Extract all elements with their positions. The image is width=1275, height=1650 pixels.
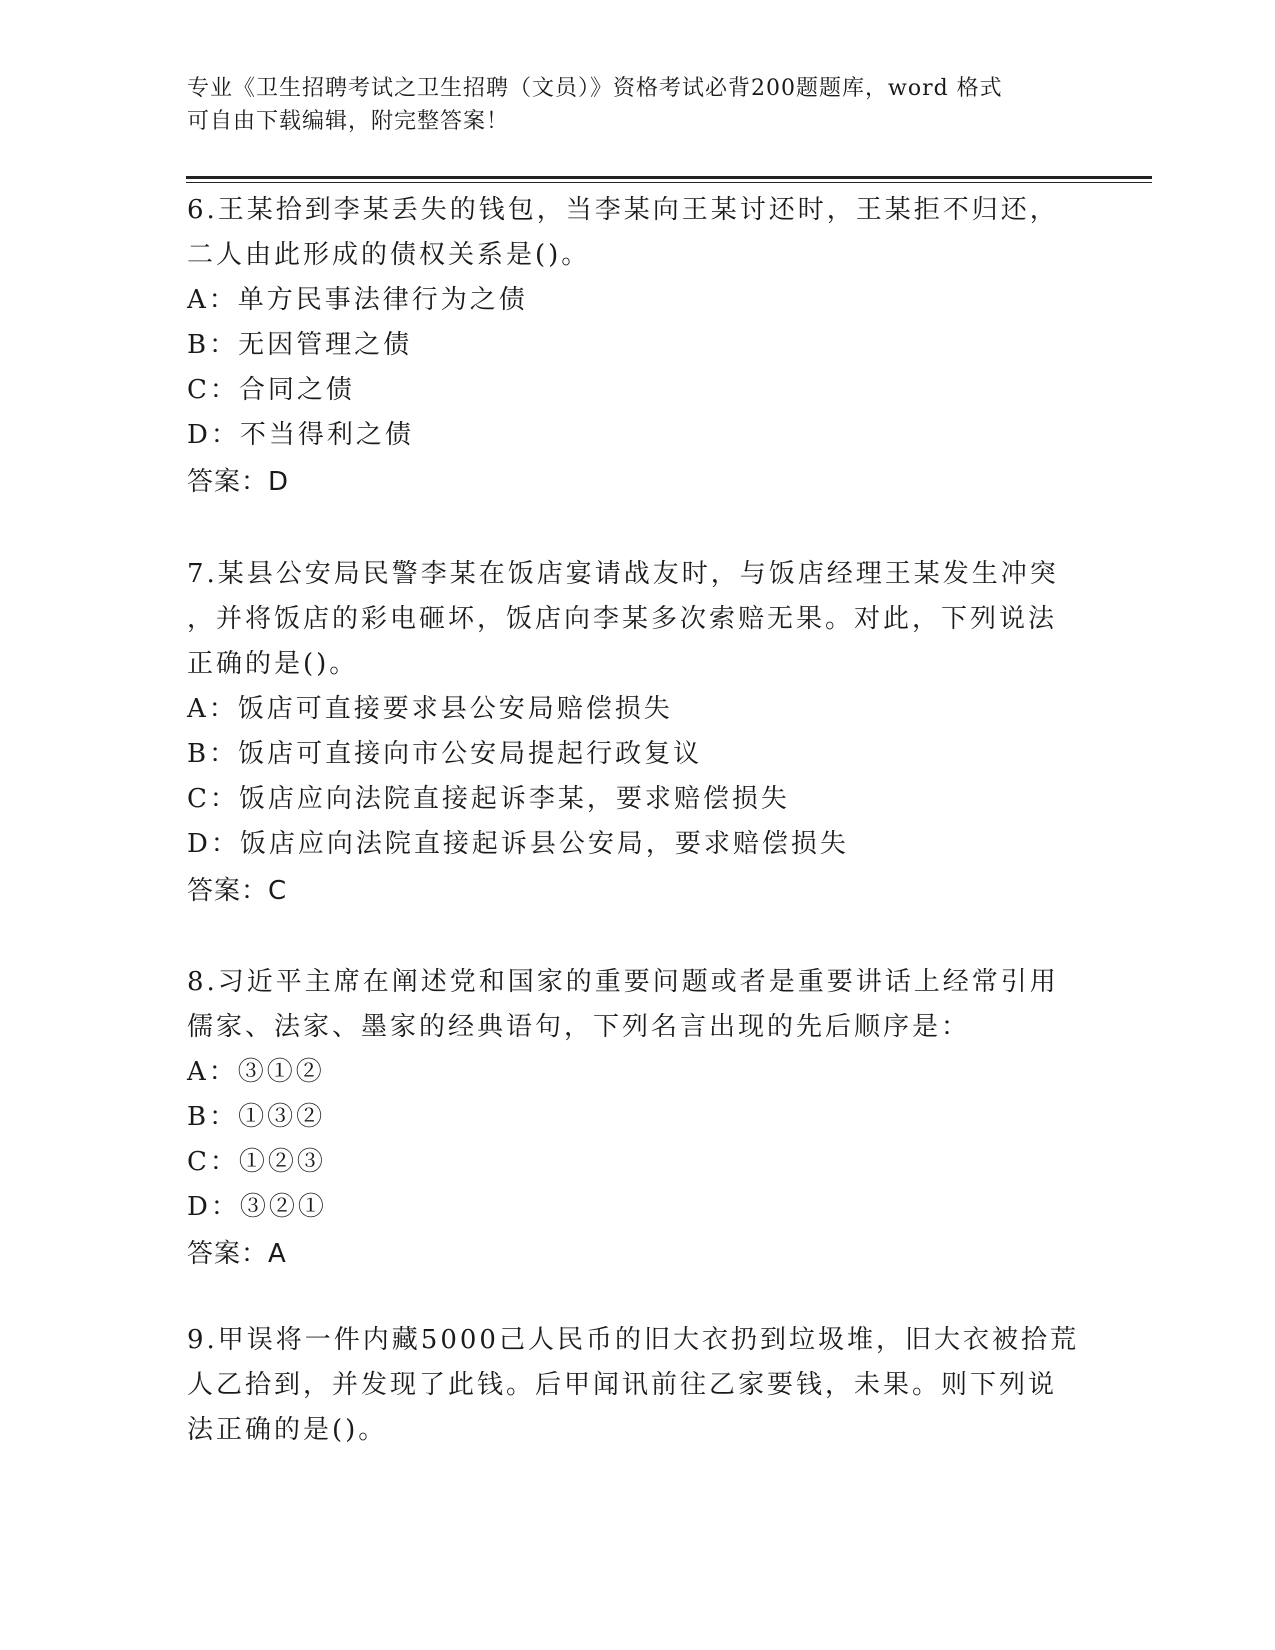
option-a: A：单方民事法律行为之债 [187, 285, 528, 315]
stem-line: 二人由此形成的债权关系是()。 [187, 240, 591, 270]
stem-line: 人乙拾到，并发现了此钱。后甲闻讯前往乙家要钱，未果。则下列说 [187, 1370, 1058, 1400]
option-c: C：①②③ [187, 1147, 326, 1177]
stem-line: 9.甲误将一件内藏5000己人民币的旧大衣扔到垃圾堆，旧大衣被拾荒 [187, 1325, 1079, 1355]
question-8 [187, 960, 1087, 1277]
option-b: B：饭店可直接向市公安局提起行政复议 [187, 739, 703, 769]
header-line-2: 可自由下载编辑，附完整答案！ [187, 109, 510, 134]
header-line-1: 专业《卫生招聘考试之卫生招聘（文员）》资格考试必背200题题库，word 格式 [187, 76, 1003, 101]
answer-label: 答案：D [187, 467, 290, 497]
option-d: D：不当得利之债 [187, 420, 414, 450]
question-7 [187, 552, 1087, 914]
stem-line: 儒家、法家、墨家的经典语句，下列名言出现的先后顺序是： [187, 1012, 971, 1042]
option-b: B：①③② [187, 1102, 326, 1132]
stem-line: 法正确的是()。 [187, 1415, 388, 1445]
question-stem [187, 1318, 1087, 1453]
option-a: A：饭店可直接要求县公安局赔偿损失 [187, 694, 673, 724]
question-stem [187, 552, 1087, 687]
document-header [187, 72, 1067, 138]
option-c: C：饭店应向法院直接起诉李某，要求赔偿损失 [187, 784, 790, 814]
option-d: D：③②① [187, 1192, 327, 1222]
question-9 [187, 1318, 1087, 1453]
stem-line: 8.习近平主席在阐述党和国家的重要问题或者是重要讲话上经常引用 [187, 967, 1059, 997]
answer-label: 答案：A [187, 1239, 287, 1269]
stem-line: 7.某县公安局民警李某在饭店宴请战友时，与饭店经理王某发生冲突 [187, 559, 1059, 589]
option-a: A：③①② [187, 1057, 325, 1087]
question-stem [187, 188, 1087, 278]
stem-line: ，并将饭店的彩电砸坏，饭店向李某多次索赔无果。对此，下列说法 [187, 604, 1058, 634]
header-divider-thick [186, 176, 1152, 179]
option-c: C：合同之债 [187, 375, 355, 405]
stem-line: 6.王某拾到李某丢失的钱包，当李某向王某讨还时，王某拒不归还， [187, 195, 1059, 225]
stem-line: 正确的是()。 [187, 649, 359, 679]
question-6 [187, 188, 1087, 505]
answer-label: 答案：C [187, 876, 288, 906]
header-divider-thin [186, 182, 1152, 183]
question-stem [187, 960, 1087, 1050]
option-d: D：饭店应向法院直接起诉县公安局，要求赔偿损失 [187, 829, 849, 859]
option-b: B：无因管理之债 [187, 330, 413, 360]
